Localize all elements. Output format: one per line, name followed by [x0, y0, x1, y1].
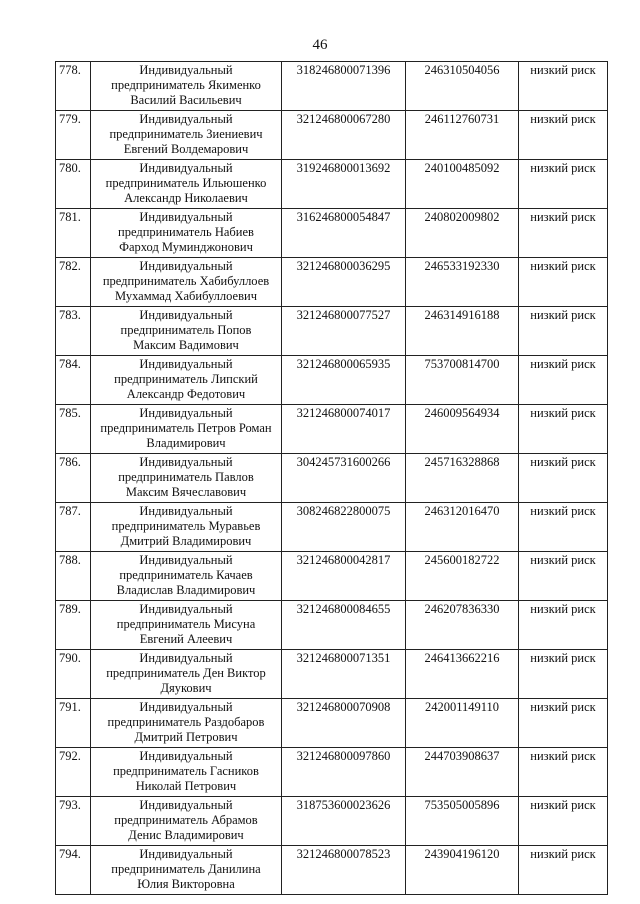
row-number: 780. [56, 160, 91, 209]
risk-category: низкий риск [519, 160, 608, 209]
row-number: 790. [56, 650, 91, 699]
ogrn-value: 321246800084655 [282, 601, 406, 650]
name-line-2: предприниматель Гасников [113, 764, 259, 778]
name-line-1: Индивидуальный [139, 700, 233, 714]
risk-category: низкий риск [519, 748, 608, 797]
ogrn-value: 321246800065935 [282, 356, 406, 405]
name-line-1: Индивидуальный [139, 602, 233, 616]
entrepreneur-name [91, 62, 282, 111]
risk-category: низкий риск [519, 601, 608, 650]
name-line-1: Индивидуальный [139, 308, 233, 322]
row-number: 786. [56, 454, 91, 503]
entrepreneur-name [91, 405, 282, 454]
name-line-2: предприниматель Мисуна [116, 617, 256, 631]
table-row [56, 699, 608, 748]
name-line-3: Александр Николаевич [124, 191, 248, 205]
name-line-2: предприниматель Ден Виктор [106, 666, 266, 680]
row-number: 779. [56, 111, 91, 160]
entrepreneur-name [91, 258, 282, 307]
name-line-2: предприниматель Данилина [111, 862, 261, 876]
name-line-1: Индивидуальный [139, 63, 233, 77]
inn-value: 243904196120 [406, 846, 519, 895]
name-line-3: Николай Петрович [135, 779, 237, 793]
inn-value: 240802009802 [406, 209, 519, 258]
name-line-2: предприниматель Якименко [111, 78, 261, 92]
ogrn-value: 321246800077527 [282, 307, 406, 356]
ogrn-value: 318753600023626 [282, 797, 406, 846]
name-line-3: Евгений Алеевич [139, 632, 233, 646]
entrepreneur-name [91, 503, 282, 552]
ogrn-value: 321246800097860 [282, 748, 406, 797]
ogrn-value: 319246800013692 [282, 160, 406, 209]
name-line-3: Максим Вячеславович [125, 485, 247, 499]
ogrn-value: 321246800070908 [282, 699, 406, 748]
inn-value: 246413662216 [406, 650, 519, 699]
inn-value: 240100485092 [406, 160, 519, 209]
row-number: 793. [56, 797, 91, 846]
entrepreneur-name [91, 601, 282, 650]
name-line-2: предприниматель Хабибуллоев [102, 274, 270, 288]
row-number: 783. [56, 307, 91, 356]
row-number: 787. [56, 503, 91, 552]
row-number: 792. [56, 748, 91, 797]
name-line-3: Владислав Владимирович [116, 583, 256, 597]
risk-category: низкий риск [519, 454, 608, 503]
entrepreneur-name [91, 650, 282, 699]
risk-category: низкий риск [519, 650, 608, 699]
name-line-3: Фарход Муминджонович [119, 240, 253, 254]
table-row [56, 258, 608, 307]
name-line-2: предприниматель Абрамов [114, 813, 258, 827]
table-row [56, 797, 608, 846]
inn-value: 753505005896 [406, 797, 519, 846]
name-line-1: Индивидуальный [139, 161, 233, 175]
entrepreneur-name [91, 356, 282, 405]
table-row [56, 650, 608, 699]
table-row [56, 209, 608, 258]
row-number: 782. [56, 258, 91, 307]
table-row [56, 62, 608, 111]
entrepreneur-name [91, 699, 282, 748]
inn-value: 246009564934 [406, 405, 519, 454]
inn-value: 244703908637 [406, 748, 519, 797]
name-line-1: Индивидуальный [139, 455, 233, 469]
ogrn-value: 304245731600266 [282, 454, 406, 503]
inn-value: 245600182722 [406, 552, 519, 601]
entrepreneur-name [91, 552, 282, 601]
ogrn-value: 308246822800075 [282, 503, 406, 552]
ogrn-value: 321246800074017 [282, 405, 406, 454]
name-line-3: Владимирович [146, 436, 226, 450]
table-row [56, 552, 608, 601]
name-line-1: Индивидуальный [139, 259, 233, 273]
entrepreneur-name [91, 111, 282, 160]
row-number: 778. [56, 62, 91, 111]
name-line-3: Василий Васильевич [130, 93, 242, 107]
row-number: 789. [56, 601, 91, 650]
entrepreneur-name [91, 454, 282, 503]
name-line-3: Юлия Викторовна [137, 877, 235, 891]
name-line-2: предприниматель Попов [120, 323, 252, 337]
table-row [56, 307, 608, 356]
ogrn-value: 321246800036295 [282, 258, 406, 307]
inn-value: 242001149110 [406, 699, 519, 748]
ogrn-value: 321246800042817 [282, 552, 406, 601]
risk-category: низкий риск [519, 62, 608, 111]
name-line-1: Индивидуальный [139, 406, 233, 420]
table-row [56, 111, 608, 160]
row-number: 784. [56, 356, 91, 405]
inn-value: 246314916188 [406, 307, 519, 356]
page-number: 46 [312, 37, 328, 53]
name-line-3: Александр Федотович [126, 387, 246, 401]
ogrn-value: 321246800067280 [282, 111, 406, 160]
entrepreneur-name [91, 748, 282, 797]
name-line-2: предприниматель Павлов [118, 470, 254, 484]
risk-category: низкий риск [519, 307, 608, 356]
name-line-2: предприниматель Качаев [119, 568, 253, 582]
name-line-3: Дмитрий Владимирович [120, 534, 252, 548]
inn-value: 246533192330 [406, 258, 519, 307]
row-number: 791. [56, 699, 91, 748]
risk-category: низкий риск [519, 209, 608, 258]
inn-value: 245716328868 [406, 454, 519, 503]
inn-value: 246312016470 [406, 503, 519, 552]
name-line-2: предприниматель Набиев [118, 225, 254, 239]
inn-value: 246207836330 [406, 601, 519, 650]
name-line-3: Евгений Волдемарович [123, 142, 249, 156]
inn-value: 246310504056 [406, 62, 519, 111]
name-line-1: Индивидуальный [139, 357, 233, 371]
risk-category: низкий риск [519, 503, 608, 552]
name-line-3: Денис Владимирович [128, 828, 244, 842]
risk-category: низкий риск [519, 699, 608, 748]
name-line-1: Индивидуальный [139, 553, 233, 567]
risk-category: низкий риск [519, 356, 608, 405]
table-row [56, 748, 608, 797]
name-line-2: предприниматель Ильюшенко [105, 176, 267, 190]
name-line-1: Индивидуальный [139, 798, 233, 812]
name-line-1: Индивидуальный [139, 210, 233, 224]
row-number: 788. [56, 552, 91, 601]
entrepreneur-name [91, 209, 282, 258]
row-number: 785. [56, 405, 91, 454]
entrepreneur-name [91, 797, 282, 846]
name-line-3: Максим Вадимович [133, 338, 239, 352]
registry-table [55, 61, 608, 895]
name-line-1: Индивидуальный [139, 847, 233, 861]
entrepreneur-name [91, 160, 282, 209]
name-line-3: Дмитрий Петрович [134, 730, 238, 744]
name-line-2: предприниматель Петров Роман [100, 421, 272, 435]
name-line-2: предприниматель Зиениевич [109, 127, 263, 141]
inn-value: 246112760731 [406, 111, 519, 160]
name-line-3: Мухаммад Хабибуллоевич [115, 289, 257, 303]
entrepreneur-name [91, 846, 282, 895]
ogrn-value: 318246800071396 [282, 62, 406, 111]
row-number: 781. [56, 209, 91, 258]
inn-value: 753700814700 [406, 356, 519, 405]
risk-category: низкий риск [519, 846, 608, 895]
table-row [56, 454, 608, 503]
name-line-3: Дяукович [160, 681, 212, 695]
ogrn-value: 316246800054847 [282, 209, 406, 258]
ogrn-value: 321246800071351 [282, 650, 406, 699]
table-row [56, 356, 608, 405]
name-line-2: предприниматель Раздобаров [107, 715, 265, 729]
name-line-2: предприниматель Муравьев [111, 519, 261, 533]
risk-category: низкий риск [519, 405, 608, 454]
table-row [56, 601, 608, 650]
risk-category: низкий риск [519, 258, 608, 307]
name-line-2: предприниматель Липский [114, 372, 258, 386]
table-row [56, 405, 608, 454]
registry-table-body [56, 62, 608, 895]
risk-category: низкий риск [519, 111, 608, 160]
entrepreneur-name [91, 307, 282, 356]
ogrn-value: 321246800078523 [282, 846, 406, 895]
table-row [56, 160, 608, 209]
row-number: 794. [56, 846, 91, 895]
name-line-1: Индивидуальный [139, 651, 233, 665]
name-line-1: Индивидуальный [139, 504, 233, 518]
table-row [56, 503, 608, 552]
risk-category: низкий риск [519, 797, 608, 846]
table-row [56, 846, 608, 895]
name-line-1: Индивидуальный [139, 749, 233, 763]
name-line-1: Индивидуальный [139, 112, 233, 126]
risk-category: низкий риск [519, 552, 608, 601]
